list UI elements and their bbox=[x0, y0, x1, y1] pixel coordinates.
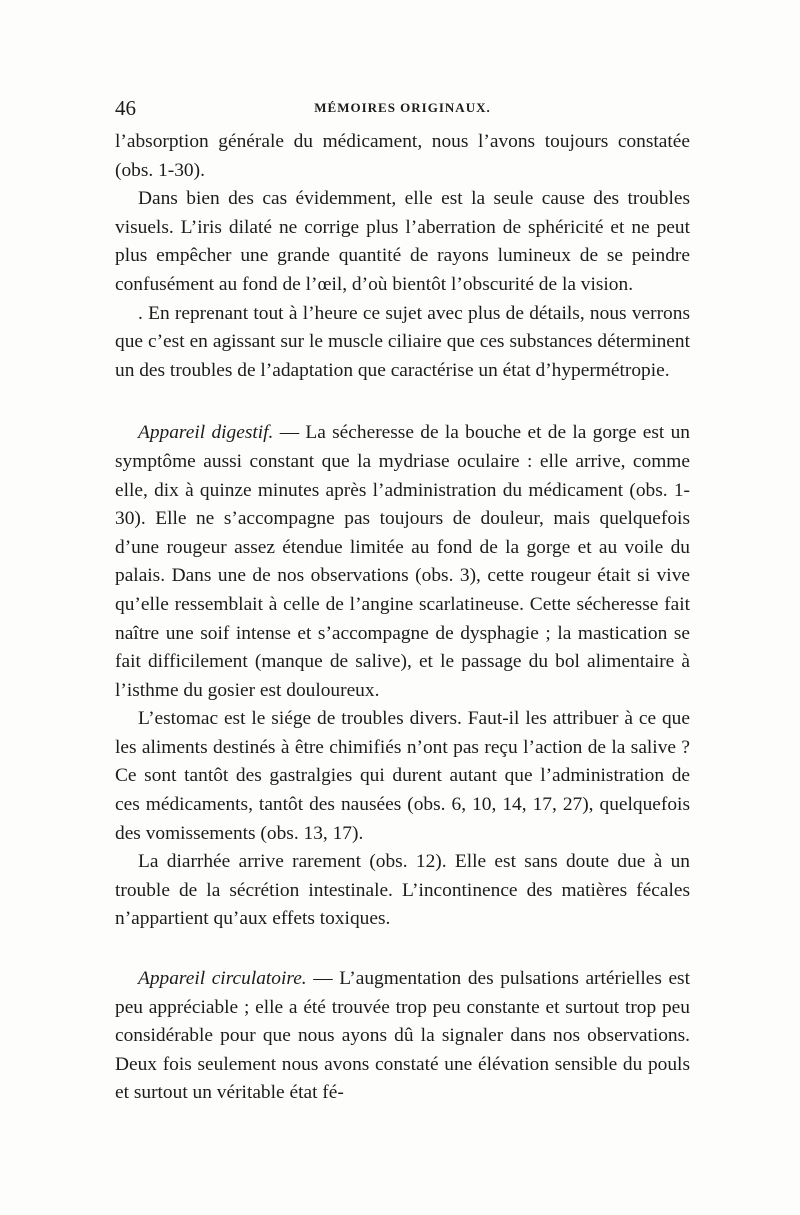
paragraph-digestive bbox=[115, 419, 690, 705]
paragraph-diarrhea: La diarrhée arrive rarement (obs. 12). Elle est sans doute due à un trouble de la sécrétion intestinale. L’incontinence des matières fécales n’appartient qu’aux effets toxiques. bbox=[115, 851, 690, 930]
section-title-circulatory: Appareil circulatoire. bbox=[138, 968, 307, 990]
running-head bbox=[115, 96, 690, 126]
paragraph-absorption: l’absorption générale du médicament, nous l’avons toujours constatée (obs. 1-30). bbox=[115, 131, 690, 181]
paragraph-visual-troubles: Dans bien des cas évidemment, elle est la seule cause des troubles visuels. L’iris dilaté ne corrige plus l’aberration de sphéricité et ne peut plus empêcher une grande quantité de rayons lumineux de se peindre confusément au fond de l’œil, d’où bientôt l’obscurité de la vision. bbox=[115, 188, 690, 295]
body-text bbox=[115, 128, 690, 1108]
paragraph-circulatory-body: — L’augmentation des pulsations artérielles est peu appréciable ; elle a été trouvée trop peu constante et surtout trop peu considérable pour que nous ayons dû la signaler dans nos observations. Deux fois seulement nous avons constaté une élévation sensible du pouls et surtout un véritable état fé- bbox=[115, 968, 690, 1104]
paragraph-stomach: L’estomac est le siége de troubles divers. Faut-il les attribuer à ce que les aliments destinés à être chimifiés n’ont pas reçu l’action de la salive ? Ce sont tantôt des gastralgies qui durent autant que l’administration de ces médicaments, tantôt des nausées (obs. 6, 10, 14, 17, 27), quelquefois des vomissements (obs. 13, 17). bbox=[115, 708, 690, 844]
paragraph-digestive-body: — La sécheresse de la bouche et de la gorge est un symptôme aussi constant que la mydriase oculaire : elle arrive, comme elle, dix à quinze minutes après l’administration du médicament (obs. 1-30). Elle ne s’accompagne pas toujours de douleur, mais quelquefois d’une rougeur assez étendue limitée au fond de la gorge et au voile du palais. Dans une de nos observations (obs. 3), cette rougeur était si vive qu’elle ressemblait à celle de l’angine scarlatineuse. Cette sécheresse fait naître une soif intense et s’accompagne de dysphagie ; la mastication se fait difficilement (manque de salive), et le passage du bol alimentaire à l’isthme du gosier est douloureux. bbox=[115, 422, 690, 701]
running-title: MÉMOIRES ORIGINAUX. bbox=[314, 100, 491, 115]
section-title-digestive: Appareil digestif. bbox=[138, 422, 274, 444]
paragraph-circulatory bbox=[115, 965, 690, 1108]
paragraph-ciliary-muscle: . En reprenant tout à l’heure ce sujet avec plus de détails, nous verrons que c’est en agissant sur le muscle ciliaire que ces substances déterminent un des troubles de l’adaptation que caractérise un état d’hypermétropie. bbox=[115, 302, 690, 381]
page-number: 46 bbox=[115, 96, 136, 120]
